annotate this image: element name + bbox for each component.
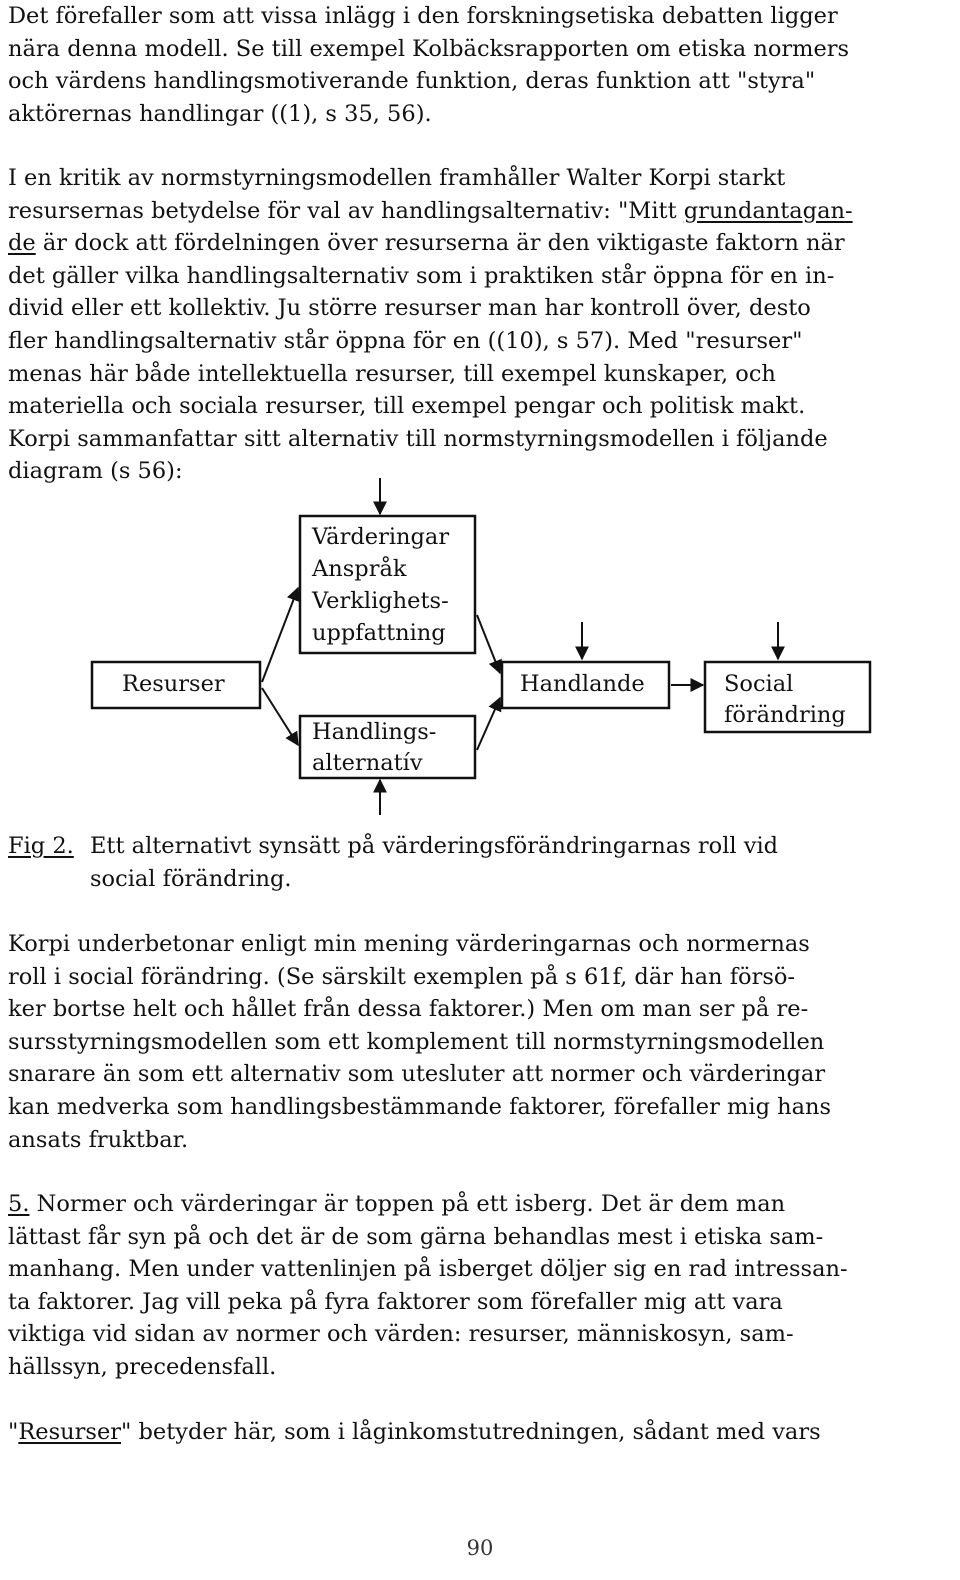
paragraph-3 — [8, 928, 952, 1156]
values-label-1: Värderingar — [312, 524, 450, 550]
caption-text: social förändring. — [90, 865, 292, 892]
alternatives-box — [300, 716, 475, 778]
underlined-text: Resurser — [18, 1419, 122, 1445]
arrow-values-to-action — [477, 615, 500, 673]
text-line — [8, 227, 952, 260]
text-line: I en kritik av normstyrningsmodellen framhåller Walter Korpi starkt — [8, 165, 786, 191]
alternatives-label-1: Handlings- — [312, 719, 437, 745]
action-label: Handlande — [520, 671, 645, 697]
paragraph-4 — [8, 1188, 952, 1384]
text-line: Korpi sammanfattar sitt alternativ till normstyrningsmodellen i följande — [8, 425, 828, 452]
action-box — [502, 662, 669, 708]
text-line: menas här både intellektuella resurser, till exempel kunskaper, och — [8, 360, 776, 387]
underlined-text: de — [8, 230, 36, 257]
flow-diagram — [0, 470, 960, 830]
text-line: snarare än som ett alternativ som utesluter att normer och värderingar — [8, 1061, 826, 1088]
social-change-box — [705, 662, 870, 732]
values-label-4: uppfattning — [312, 620, 446, 646]
text-line: viktiga vid sidan av normer och värden: resurser, människosyn, sam- — [8, 1321, 794, 1348]
text-line: sursstyrningsmodellen som ett komplement till normstyrningsmodellen — [8, 1028, 825, 1055]
text-segment: resursernas betydelse för val av handlingsalternativ: "Mitt — [8, 197, 684, 224]
text-line: lättast får syn på och det är de som gärna behandlas mest i etiska sam- — [8, 1223, 824, 1250]
alternatives-label-2: alternatív — [312, 750, 423, 776]
text-line: aktörernas handlingar ((1), s 35, 56). — [8, 100, 432, 127]
text-line: diagram (s 56): — [8, 458, 183, 485]
text-line: nära denna modell. Se till exempel Kolbäcksrapporten om etiska normers — [8, 35, 850, 62]
text-line: ta faktorer. Jag vill peka på fyra faktorer som förefaller mig att vara — [8, 1288, 783, 1315]
values-label-3: Verklighets- — [312, 588, 449, 614]
text-line: divid eller ett kollektiv. Ju större resurser man har kontroll över, desto — [8, 295, 811, 322]
text-line: Korpi underbetonar enligt min mening värderingarnas och normernas — [8, 931, 810, 957]
text-segment — [29, 1191, 36, 1217]
caption-text: Ett alternativt synsätt på värderingsförändringarnas roll vid — [90, 833, 779, 859]
paragraph-5 — [8, 1416, 952, 1449]
text-line: Det förefaller som att vissa inlägg i den forskningsetiska debatten ligger — [8, 3, 838, 29]
text-line: ansats fruktbar. — [8, 1126, 189, 1153]
text-line: fler handlingsalternativ står öppna för en ((10), s 57). Med "resurser" — [8, 327, 803, 354]
text-line: kan medverka som handlingsbestämmande faktorer, förefaller mig hans — [8, 1093, 832, 1120]
values-box — [300, 516, 475, 653]
figure-label: Fig 2. — [8, 833, 74, 859]
text-line: roll i social förändring. (Se särskilt exemplen på s 61f, där han försö- — [8, 963, 796, 990]
section-number: 5. — [8, 1191, 30, 1217]
text-line: manhang. Men under vattenlinjen på isberget döljer sig en rad intressan- — [8, 1256, 848, 1283]
text-line — [8, 195, 952, 228]
text-segment: Normer och värderingar är toppen på ett isberg. Det är dem man — [36, 1191, 786, 1217]
text-line — [8, 1416, 952, 1449]
paragraph-1 — [8, 0, 952, 130]
underlined-text: grundantagan- — [683, 197, 853, 224]
text-segment: " — [8, 1419, 19, 1445]
paragraph-2 — [8, 162, 952, 488]
arrow-resources-to-alternatives — [262, 688, 298, 745]
resources-label: Resurser — [122, 671, 225, 697]
change-label-1: Social — [724, 671, 794, 697]
figure-caption — [8, 830, 908, 895]
page-number: 90 — [466, 1536, 494, 1560]
text-segment: " betyder här, som i låginkomstutredningen, sådant med vars — [121, 1419, 821, 1445]
values-label-2: Anspråk — [312, 556, 407, 582]
text-line: det gäller vilka handlingsalternativ som i praktiken står öppna för en in- — [8, 262, 835, 289]
arrow-resources-to-values — [262, 588, 298, 682]
caption-line — [8, 863, 908, 896]
text-line: ker bortse helt och hållet från dessa faktorer.) Men om man ser på re- — [8, 996, 809, 1023]
text-line — [8, 1188, 952, 1221]
caption-line — [8, 830, 908, 863]
text-segment: är dock att fördelningen över resurserna är den viktigaste faktorn när — [35, 230, 845, 257]
arrow-alternatives-to-action — [477, 698, 500, 750]
text-line: och värdens handlingsmotiverande funktion, deras funktion att "styra" — [8, 68, 816, 95]
text-line: materiella och sociala resurser, till exempel pengar och politisk makt. — [8, 393, 806, 420]
text-line: hällssyn, precedensfall. — [8, 1353, 277, 1380]
change-label-2: förändring — [724, 702, 846, 728]
resources-box — [92, 662, 260, 708]
